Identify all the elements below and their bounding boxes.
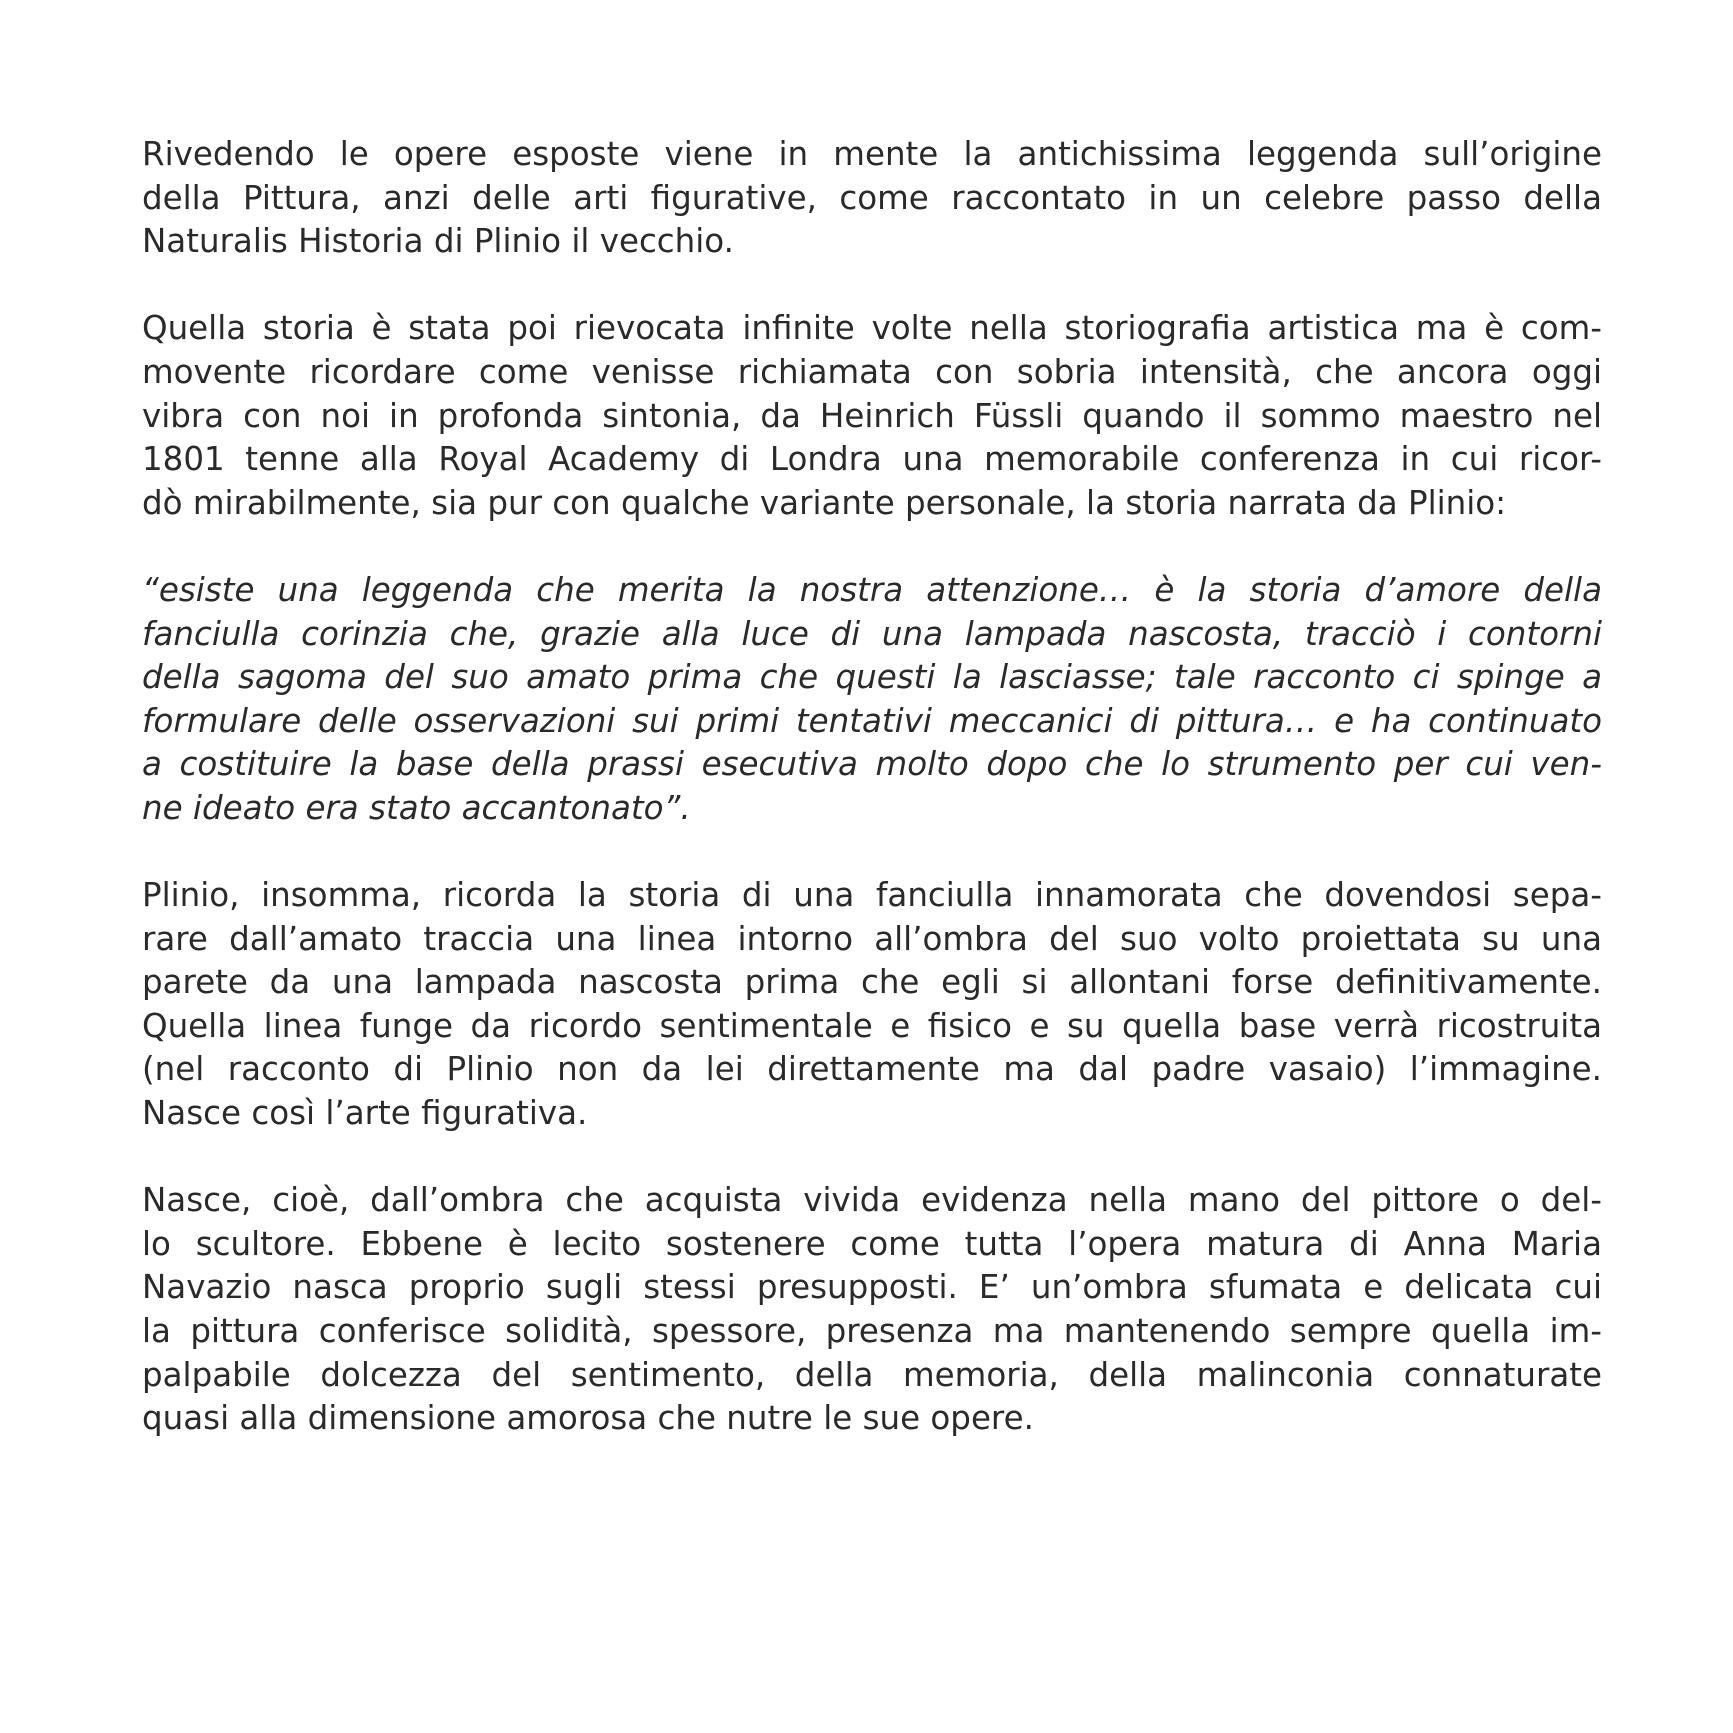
text-line: (nel racconto di Plinio non da lei direttamente ma dal padre vasaio) l’immagine. <box>142 1050 1602 1089</box>
paragraph-fussli <box>142 307 1602 525</box>
text-line: della sagoma del suo amato prima che questi la lasciasse; tale racconto ci spinge a <box>142 658 1602 697</box>
text-line: Nasce così l’arte figurativa. <box>142 1094 588 1133</box>
text-line: movente ricordare come venisse richiamata con sobria intensità, che ancora oggi <box>142 352 1602 391</box>
text-line: quasi alla dimensione amorosa che nutre le sue opere. <box>142 1399 1034 1438</box>
paragraph-intro <box>142 133 1602 264</box>
text-line: lo scultore. Ebbene è lecito sostenere come tutta l’opera matura di Anna Maria <box>142 1224 1602 1263</box>
text-line: la pittura conferisce solidità, spessore, presenza ma mantenendo sempre quella im- <box>142 1312 1602 1351</box>
text-line: Quella storia è stata poi rievocata infinite volte nella storiografia artistica ma è com- <box>142 309 1602 348</box>
text-line: Naturalis Historia di Plinio il vecchio. <box>142 222 734 261</box>
text-line: dò mirabilmente, sia pur con qualche variante personale, la storia narrata da Plinio: <box>142 483 1507 522</box>
text-line: della Pittura, anzi delle arti figurative, come raccontato in un celebre passo della <box>142 178 1602 217</box>
text-line: vibra con noi in profonda sintonia, da Heinrich Füssli quando il sommo maestro nel <box>142 396 1602 435</box>
text-line: “esiste una leggenda che merita la nostra attenzione… è la storia d’amore della <box>142 570 1602 609</box>
document-page <box>142 133 1602 1484</box>
text-line: fanciulla corinzia che, grazie alla luce di una lampada nascosta, tracciò i contorni <box>142 614 1602 653</box>
text-line: 1801 tenne alla Royal Academy di Londra una memorabile conferenza in cui ricor- <box>142 440 1602 479</box>
paragraph-quote <box>142 569 1602 831</box>
text-line: Plinio, insomma, ricorda la storia di una fanciulla innamorata che dovendosi sepa- <box>142 876 1602 915</box>
text-line: rare dall’amato traccia una linea intorno all’ombra del suo volto proiettata su una <box>142 919 1602 958</box>
text-line: Quella linea funge da ricordo sentimentale e fisico e su quella base verrà ricostruita <box>142 1006 1602 1045</box>
paragraph-navazio <box>142 1179 1602 1441</box>
paragraph-plinio <box>142 874 1602 1136</box>
text-line: a costituire la base della prassi esecutiva molto dopo che lo strumento per cui ven- <box>142 745 1602 784</box>
text-line: formulare delle osservazioni sui primi tentativi meccanici di pittura… e ha continuato <box>142 701 1602 740</box>
text-line: palpabile dolcezza del sentimento, della memoria, della malinconia connaturate <box>142 1355 1602 1394</box>
text-line: Nasce, cioè, dall’ombra che acquista vivida evidenza nella mano del pittore o del- <box>142 1181 1602 1220</box>
text-line: ne ideato era stato accantonato”. <box>142 788 691 827</box>
text-line: Rivedendo le opere esposte viene in mente la antichissima leggenda sull’origine <box>142 135 1602 173</box>
text-line: parete da una lampada nascosta prima che egli si allontani forse definitivamente. <box>142 963 1602 1002</box>
text-line: Navazio nasca proprio sugli stessi presupposti. E’ un’ombra sfumata e delicata cui <box>142 1268 1602 1307</box>
